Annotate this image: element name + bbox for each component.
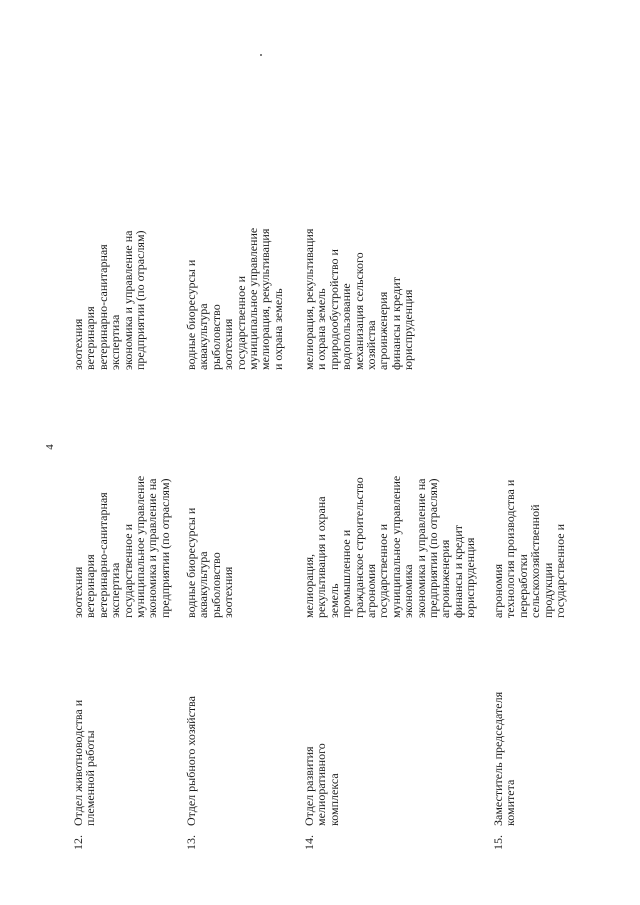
text-line: государственное и [120, 524, 135, 618]
text-line: водопользование [339, 283, 354, 370]
text-line: государственное и [553, 524, 568, 618]
text-line: мелиорация, рекультивация [302, 228, 316, 370]
text-line: экономика и управление на [145, 478, 160, 618]
text-line: и охрана земель [270, 288, 285, 370]
text-line: муниципальное управление [133, 475, 148, 618]
text-line: рыболовство [208, 304, 223, 370]
text-line: финансы и кредит [450, 525, 465, 618]
page-number: 4 [44, 444, 56, 450]
text-line: гражданское строительство [351, 477, 366, 618]
text-line: экспертиза [108, 314, 123, 370]
text-line: муниципальное управление [388, 475, 403, 618]
text-line: государственное и [233, 276, 248, 370]
text-line: мелиорация, [302, 553, 316, 618]
text-line: зоотехния [221, 318, 236, 370]
text-line: племенной работы [83, 730, 98, 826]
text-line: мелиорация, рекультивация [258, 228, 273, 370]
text-line: сельскохозяйственной [528, 504, 543, 618]
specialties-column-alt [303, 150, 415, 370]
text-line: мелиоративного [314, 743, 329, 826]
text-line: экспертиза [108, 562, 123, 618]
text-line: хозяйства [364, 320, 379, 370]
text-line: агрономия [491, 564, 505, 618]
text-line: финансы и кредит [388, 277, 403, 370]
row-number: 14. [302, 835, 316, 850]
row-number: 12. [71, 835, 85, 850]
text-line: промышленное и [339, 529, 354, 618]
specialties-column-alt [72, 150, 146, 370]
text-line: аквакультура [196, 551, 211, 618]
text-line: Отдел животноводства и [71, 699, 85, 826]
text-line: муниципальное управление [246, 227, 261, 370]
text-line: экономика и управление на [120, 230, 135, 370]
text-line: ветеринарно-санитарная [95, 244, 110, 370]
specialties-column [492, 418, 566, 618]
specialties-column [72, 418, 171, 618]
text-line: водные биоресурсы и [184, 259, 198, 370]
text-line: продукции [540, 562, 555, 618]
text-line: государственное и [376, 524, 391, 618]
text-line: водные биоресурсы и [184, 507, 198, 618]
text-line: зоотехния [71, 318, 85, 370]
department-name [72, 661, 97, 826]
text-line: и охрана земель [314, 288, 329, 370]
text-line: зоотехния [221, 566, 236, 618]
text-line: ветеринария [83, 306, 98, 370]
rotated-table [60, 50, 620, 850]
text-line: агроинженерия [376, 291, 391, 370]
text-line: предприятии (по отраслям) [133, 230, 148, 370]
text-line: агроинженерия [438, 539, 453, 618]
text-line: комитета [503, 779, 518, 826]
text-line: Отдел рыбного хозяйства [184, 695, 198, 826]
row-number: 13. [184, 835, 198, 850]
text-line: экономика [401, 564, 416, 618]
text-line: ветеринария [83, 554, 98, 618]
text-line: рекультивация и охрана [314, 496, 329, 618]
text-line: рыболовство [208, 552, 223, 618]
text-line: переработки [515, 554, 530, 618]
text-line: зоотехния [71, 566, 85, 618]
text-line: юриспруденция [401, 289, 416, 370]
text-line: земель [326, 583, 341, 618]
text-line: предприятии (по отраслям) [157, 478, 172, 618]
text-line: юриспруденция [463, 537, 478, 618]
text-line: ветеринарно-санитарная [95, 492, 110, 618]
text-line: технология производства и [503, 479, 518, 618]
department-name [185, 661, 197, 826]
specialties-column [185, 418, 235, 618]
department-name [492, 661, 517, 826]
text-line: Заместитель председателя [491, 691, 505, 826]
department-name [303, 661, 340, 826]
text-line: Отдел развития [302, 746, 316, 826]
specialties-column-alt [185, 150, 284, 370]
text-line: предприятии (по отраслям) [426, 478, 441, 618]
row-number: 15. [491, 835, 505, 850]
text-line: природообустройство и [326, 249, 341, 370]
text-line: комплекса [326, 773, 341, 826]
specialties-column [303, 418, 477, 618]
text-line: агрономия [364, 564, 379, 618]
text-line: экономика и управление на [413, 478, 428, 618]
text-line: механизация сельского [351, 252, 366, 370]
text-line: аквакультура [196, 303, 211, 370]
